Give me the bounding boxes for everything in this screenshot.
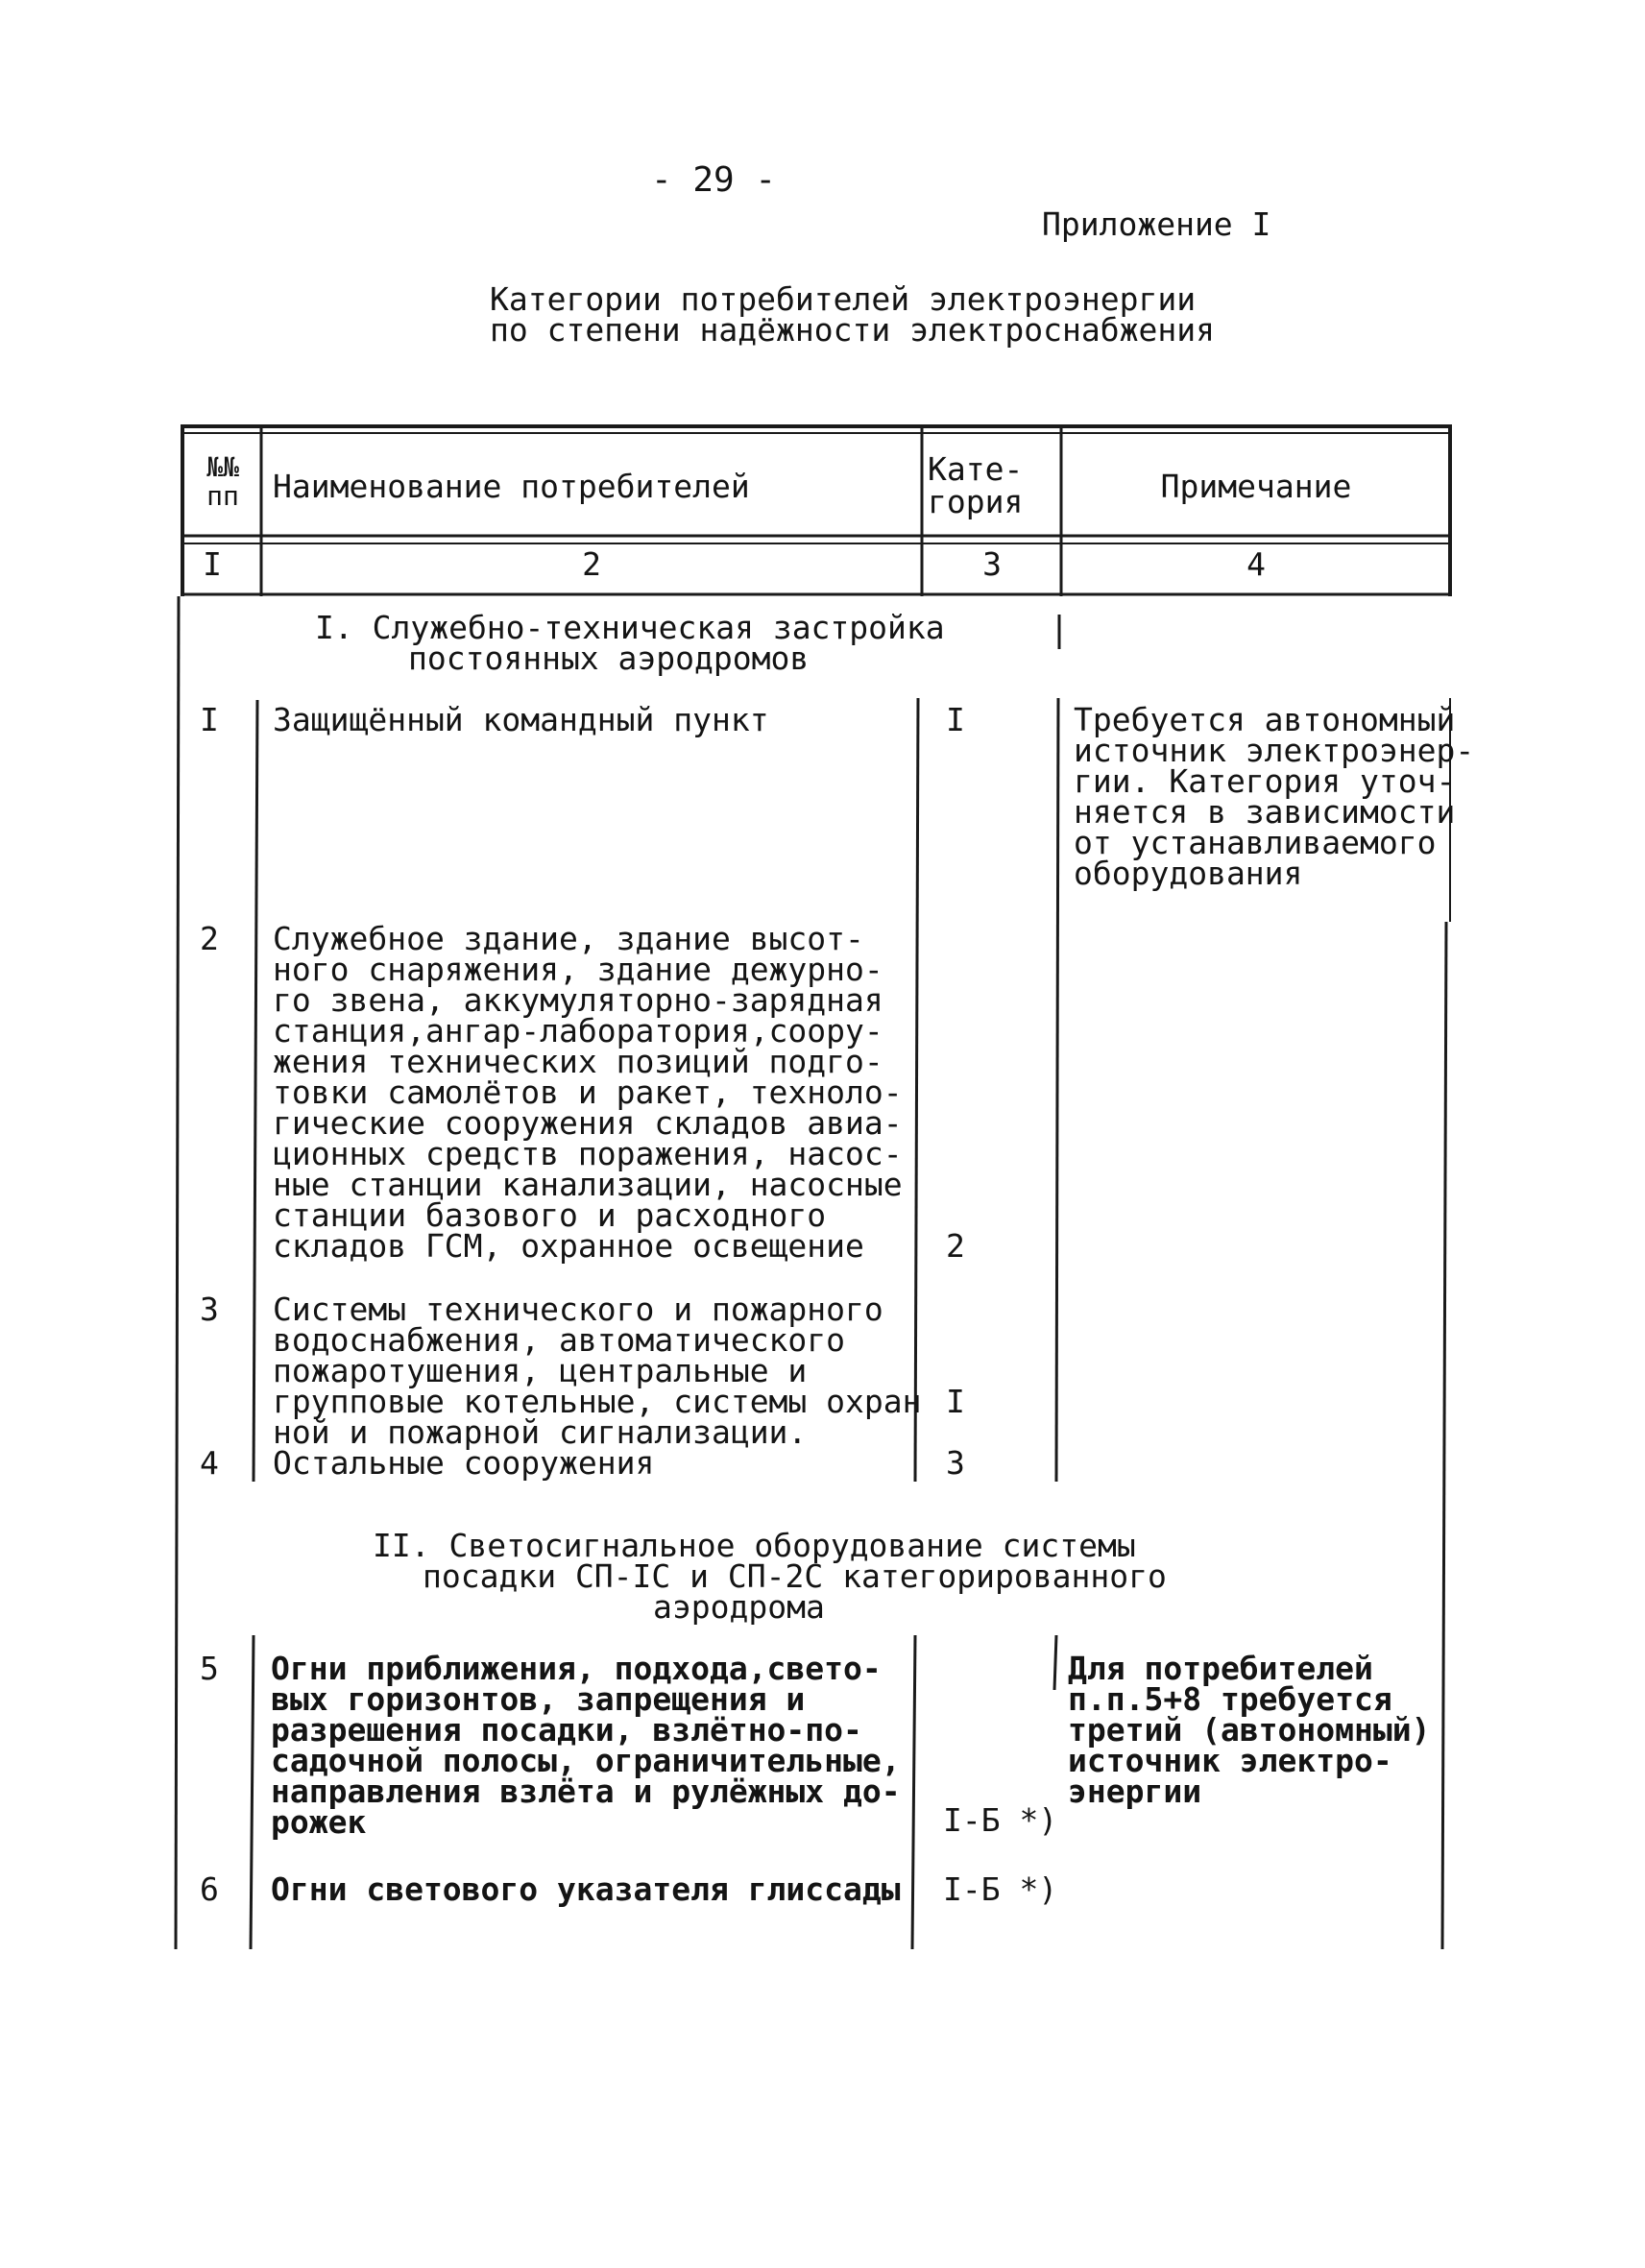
colnum-3: 3 <box>982 545 1002 583</box>
row-name: Огни светового указателя глиссады <box>271 1870 901 1908</box>
appendix-label: Приложение I <box>1042 205 1271 243</box>
row-num: 6 <box>200 1870 219 1908</box>
row-num: I <box>200 701 219 738</box>
row-category: I <box>946 701 965 738</box>
row-name: Остальные сооружения <box>273 1444 655 1482</box>
section-1-title-line-2: постоянных аэродромов <box>408 639 810 677</box>
row-num: 5 <box>200 1650 219 1687</box>
row-name: Служебное здание, здание высот- ного снаряжения, здание дежурно- го звена, аккумуляторно-зарядная станция,ангар-лаборатория,соору- жения технических позиций подго- товки самолётов и ракет, техноло- гические сооружения складов авиа- ционных средств поражения, насос- ные станции канализации, насосные станции базового и расходного складов ГСМ, охранное освещение <box>273 920 903 1265</box>
row-num: 3 <box>200 1291 219 1328</box>
row-category: I-Б *) <box>943 1801 1058 1839</box>
row-num: 2 <box>200 920 219 957</box>
row-name: Системы технического и пожарного водоснабжения, автоматического пожаротушения, центральные и групповые котельные, системы охран ной и пожарной сигнализации. <box>273 1291 922 1451</box>
header-name: Наименование потребителей <box>273 468 750 505</box>
row-category: I <box>946 1383 965 1420</box>
row-category: I-Б *) <box>943 1870 1058 1908</box>
row-name: Огни приближения, подхода,свето- вых горизонтов, запрещения и разрешения посадки, взлётно-по- садочной полосы, ограничительные, направления взлёта и рулёжных до- рожек <box>271 1650 901 1841</box>
section-1-title-line-1: I. Служебно-техническая застройка <box>315 609 945 646</box>
title-line-1: Категории потребителей электроэнергии <box>490 280 1197 318</box>
colnum-2: 2 <box>582 545 601 583</box>
row-num: 4 <box>200 1444 219 1482</box>
page-number: - 29 - <box>651 160 777 200</box>
row-category: 2 <box>946 1227 965 1265</box>
row-note: Требуется автономный источник электроэнер- гии. Категория уточ- няется в зависимости от устанавливаемого оборудования <box>1074 701 1475 892</box>
section-2-title-line-1: II. Светосигнальное оборудование системы <box>373 1527 1136 1564</box>
colnum-4: 4 <box>1246 545 1266 583</box>
title-line-2: по степени надёжности электроснабжения <box>490 311 1215 349</box>
header-category: Кате- гория <box>928 450 1024 520</box>
row-category: 3 <box>946 1444 965 1482</box>
header-num: №№ пп <box>206 451 239 512</box>
row-note: Для потребителей п.п.5+8 требуется третий (автономный) источник электро- энергии <box>1068 1650 1431 1810</box>
colnum-1: I <box>203 545 222 583</box>
header-note: Примечание <box>1160 468 1352 505</box>
section-2-title-line-3: аэродрома <box>653 1588 825 1626</box>
section-2-title-line-2: посадки СП-IС и СП-2С категорированного <box>423 1557 1167 1595</box>
row-name: Защищённый командный пункт <box>273 701 769 738</box>
